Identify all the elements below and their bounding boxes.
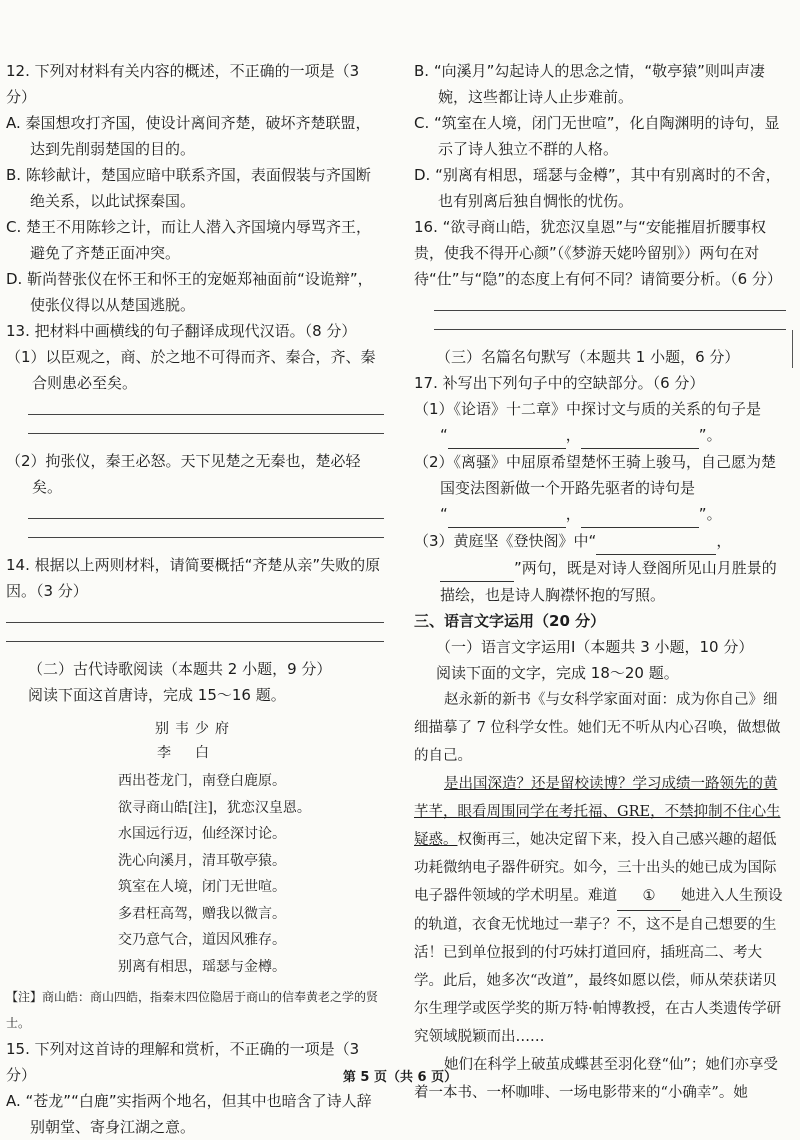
passage-paragraph [414,770,786,1051]
poem-line: 西出苍龙门，南登白鹿原。 [118,773,286,789]
q14-stem: 14. 根据以上两则材料，请简要概括“齐楚从亲”失败的原因。（3 分） [6,556,381,600]
poem-line: 筑室在人境，闭门无世喧。 [118,879,286,895]
section-dictation-heading: （三）名篇名句默写（本题共 1 小题，6 分） [436,348,740,366]
left-column [6,58,384,1140]
part3-sub-heading: （一）语言文字运用Ⅰ（本题共 3 小题，10 分） [436,638,754,656]
fill-blank[interactable] [440,555,514,582]
q12-stem [6,58,384,110]
q17-sub2-blanks [414,501,786,528]
fill-blank-1[interactable] [617,882,681,911]
answer-line[interactable] [28,433,384,434]
fill-blank[interactable] [581,501,699,528]
poem-line: 欲寻商山皓[注]，犹恋汉皇恩。 [118,799,311,816]
q17-sub1-blanks [414,422,786,449]
passage-text: 权衡再三，她决定留下来，投入自己感兴趣的超低功耗微纳电子器件研究。如今，三十出头的她已成为国际电子器件领域的学术明星。难道 [414,832,777,904]
q17-sub1-text: （1）《论语》十二章》中探讨文与质的关系的句子是 [414,400,762,418]
q17-sub3 [414,528,786,555]
q12-stem-text: 12. 下列对材料有关内容的概述，不正确的一项是（3 分） [6,62,360,106]
right-column [414,58,786,1107]
q12-option-d: D. 靳尚替张仪在怀王和怀王的宠姬郑袖面前“设诡辩”，使张仪得以从楚国逃脱。 [6,270,373,314]
q15-option-c: C. “筑室在人境，闭门无世喧”，化自陶渊明的诗句，显示了诗人独立不群的人格。 [414,114,780,158]
poem-line: 多君枉高驾，赠我以微言。 [118,905,286,922]
part3-heading: 三、语言文字运用（20 分） [414,612,606,630]
poem-title: 别韦少府 [155,721,235,737]
section-poetry-heading: （二）古代诗歌阅读（本题共 2 小题，9 分） [28,660,332,678]
answer-line[interactable] [28,537,384,538]
q17-stem: 17. 补写出下列句子中的空缺部分。（6 分） [414,374,705,392]
fill-blank[interactable] [596,528,716,555]
q17-sub3-tail: ”两句，既是对诗人登阁所见山月胜景的描绘，也是诗人胸襟怀抱的写照。 [440,559,777,604]
quote-open: “ [440,426,448,444]
blank-marker: ① [642,888,656,904]
poem-note: 【注】商山皓：商山四皓，指秦末四位隐居于商山的信奉黄老之学的贤士。 [6,990,379,1030]
poem-line: 交乃意气合，道因风雅存。 [118,932,286,948]
q15-option-a: A. “苍龙”“白鹿”实指两个地名，但其中也暗含了诗人辞别朝堂、寄身江湖之意。 [6,1092,372,1136]
margin-mark [792,330,793,368]
part3-intro: 阅读下面的文字，完成 18～20 题。 [436,664,679,682]
quote-open: “ [440,505,448,523]
comma: ， [565,505,581,523]
poem-line: 洗心向溪月，清耳敬亭猿。 [118,852,286,869]
q12-option-b: B. 陈轸献计，楚国应暗中联系齐国，表面假装与齐国断绝关系，以此试探秦国。 [6,166,371,210]
answer-line[interactable] [434,310,786,311]
underlined-sentence: 是出国深造？还是留校读博？学习成绩一路领先的黄芊芊，眼看周围同学在考托福、GRE，不禁抑制不住心生疑惑。 [414,776,781,848]
q17-sub3-cont [414,555,786,608]
fill-blank[interactable] [581,422,699,449]
poem-line: 别离有相思，瑶瑟与金樽。 [118,958,286,975]
q15-option-d: D. “别离有相思，瑶瑟与金樽”，其中有别离时的不舍，也有别离后独自惆怅的忧伤。 [414,166,781,210]
q12-option-c: C. 楚王不用陈轸之计，而让人潜入齐国境内辱骂齐王，避免了齐楚正面冲突。 [6,218,372,262]
q15-stem: 15. 下列对这首诗的理解和赏析，不正确的一项是（3 分） [6,1040,360,1084]
passage-text: 她进入人生预设的轨道，衣食无忧地过一辈子？不，这不是自己想要的生活！已到单位报到的付巧妹打道回府，插班高二、考大学。此后，她多次“改道”，最终如愿以偿，师从荣获诺贝尔生理学或医学奖的斯万特·帕博教授，在古人类遗传学研究领域脱颖而出…… [414,888,783,1045]
q15-option-b: B. “向溪月”勾起诗人的思念之情，“敬亭猿”则叫声凄婉，这些都让诗人止步难前。 [414,62,765,106]
fill-blank[interactable] [448,501,566,528]
q12-option-a: A. 秦国想攻打齐国，使设计离间齐楚，破坏齐楚联盟，达到先削弱楚国的目的。 [6,114,371,158]
page-footer: 第 5 页（共 6 页） [342,1070,458,1085]
q13-sub2: （2）拘张仪，秦王必怒。天下见楚之无秦也，楚必轻矣。 [6,452,361,496]
answer-line[interactable] [28,518,384,519]
q13-stem: 13. 把材料中画横线的句子翻译成现代汉语。（8 分） [6,322,357,340]
poem-author: 李白 [157,745,233,761]
q17-sub3-text: （3）黄庭坚《登快阁》中“ [414,532,597,550]
q13-sub1: （1）以臣观之，商、於之地不可得而齐、秦合，齐、秦合则患必至矣。 [6,348,376,392]
answer-line[interactable] [6,641,384,642]
answer-line[interactable] [434,329,786,330]
quote-close: ”。 [698,505,722,523]
comma: ， [565,426,581,444]
q17-sub1 [414,396,786,422]
comma: ， [716,532,732,550]
answer-line[interactable] [28,414,384,415]
passage-paragraph: 赵永新的新书《与女科学家面对面：成为你自己》细细描摹了 7 位科学女性。她们无不听从内心召唤，做想做的自己。 [414,692,781,764]
poem-line: 水国远行迈，仙经深讨论。 [118,826,286,842]
quote-close: ”。 [698,426,722,444]
answer-line[interactable] [6,622,384,623]
fill-blank[interactable] [448,422,566,449]
q16-stem: 16. “欲寻商山皓，犹恋汉皇恩”与“安能摧眉折腰事权贵，使我不得开心颜”（《梦游天姥吟留别》）两句在对待“仕”与“隐”的态度上有何不同？请简要分析。（6 分） [414,218,782,288]
section-poetry-intro: 阅读下面这首唐诗，完成 15～16 题。 [28,686,286,704]
q17-sub2: （2）《离骚》中屈原希望楚怀王骑上骏马，自己愿为楚国变法图新做一个开路先驱者的诗句是 [414,453,777,497]
passage-paragraph: 她们在科学上破茧成蝶甚至羽化登“仙”；她们亦享受着一本书、一杯咖啡、一场电影带来的“小确幸”。她 [414,1057,778,1101]
